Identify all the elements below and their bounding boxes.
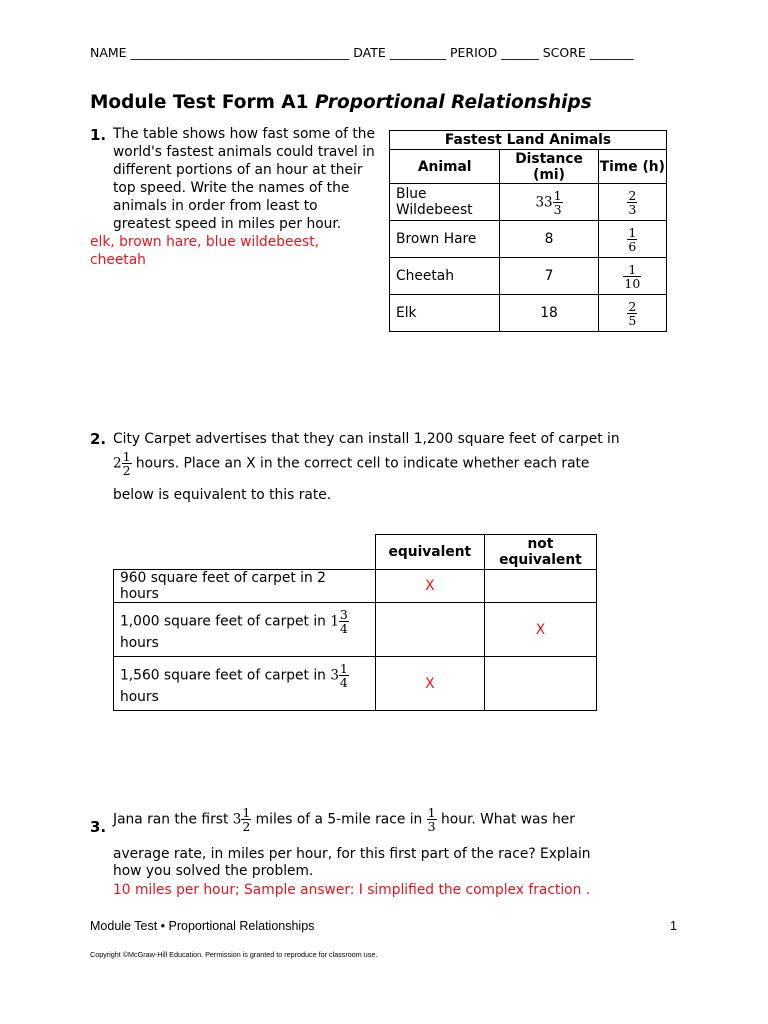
rate-text: 1,000 square feet of carpet in: [120, 613, 331, 630]
question-3-line-2: average rate, in miles per hour, for this first part of the race? Explain: [113, 846, 591, 862]
fraction-numerator: 2: [628, 298, 637, 314]
animal-name: Cheetah: [390, 258, 500, 295]
rate-text-line: [120, 662, 375, 689]
distance-cell: 18: [500, 295, 598, 332]
header-equivalent: equivalent: [375, 535, 484, 570]
q1-line: different portions of an hour at their: [113, 162, 363, 178]
equivalent-cell[interactable]: X: [375, 570, 484, 603]
question-1-text: [113, 125, 388, 233]
fraction-denominator: 3: [427, 819, 436, 834]
fraction-numerator: 2: [628, 187, 637, 203]
q3-text: Jana ran the first: [113, 811, 233, 828]
equivalent-cell[interactable]: X: [375, 657, 484, 711]
time-cell: [598, 184, 666, 221]
question-2-line-1: City Carpet advertises that they can install 1,200 square feet of carpet in: [113, 431, 620, 447]
time-fraction: [627, 300, 637, 327]
rate-text: hours: [120, 635, 159, 651]
table-row: [114, 570, 597, 603]
q3-text: hour. What was her: [436, 811, 575, 828]
not-equivalent-cell[interactable]: [484, 570, 596, 603]
mixed-whole: 2: [113, 455, 122, 472]
page-number: 1: [670, 919, 677, 933]
table-row: [390, 258, 667, 295]
copyright-notice: Copyright ©McGraw-Hill Education. Permission is granted to reproduce for classroom use.: [90, 950, 378, 959]
question-3-line-1: [113, 806, 673, 833]
footer-title: Module Test • Proportional Relationships: [90, 919, 315, 933]
rate-text-line: [120, 608, 375, 635]
fraction-numerator: 1: [242, 805, 251, 820]
mixed-whole: 1: [330, 613, 339, 630]
time-cell: [598, 258, 666, 295]
title-main: Module Test Form A1: [90, 92, 315, 113]
q1-answer-line: cheetah: [90, 252, 146, 268]
student-info-line: NAME ___________________________________ DATE _________ PERIOD ______ SCORE _______: [90, 45, 634, 60]
fraction-numerator: 1: [122, 449, 131, 464]
fraction-denominator: 3: [628, 201, 637, 217]
fraction-numerator: 1: [623, 263, 641, 277]
distance-cell: 8: [500, 221, 598, 258]
header-not-equivalent: not equivalent: [484, 535, 596, 570]
empty-corner: [114, 535, 376, 570]
fraction-numerator: 1: [553, 187, 562, 203]
time-cell: [598, 221, 666, 258]
not-equivalent-cell[interactable]: X: [484, 603, 596, 657]
q1-line: The table shows how fast some of the: [113, 126, 376, 142]
fraction-denominator: 4: [339, 675, 348, 690]
fraction: [427, 806, 437, 833]
fraction-numerator: 1: [628, 224, 637, 240]
table-row: [114, 657, 597, 711]
question-3-line-3: how you solved the problem.: [113, 863, 314, 879]
rate-comparison-table: [113, 534, 597, 711]
distance-cell: [500, 184, 598, 221]
q2-line-2-text: hours. Place an X in the correct cell to indicate whether each rate: [131, 455, 590, 472]
animal-name: Brown Hare: [390, 221, 500, 258]
not-equivalent-cell[interactable]: [484, 657, 596, 711]
fraction-denominator: 2: [242, 819, 251, 834]
q3-text: miles of a 5-mile race in: [251, 811, 427, 828]
rate-text: hours: [120, 586, 159, 602]
question-2-line-3: below is equivalent to this rate.: [113, 487, 332, 503]
rate-text: hours: [120, 689, 159, 705]
question-3-number: 3.: [90, 818, 107, 836]
fraction-denominator: 3: [553, 201, 562, 217]
fraction-denominator: 10: [624, 275, 641, 291]
page-title: [90, 92, 592, 113]
time-fraction: [627, 189, 637, 216]
mixed-whole: 3: [232, 811, 242, 828]
equivalent-cell[interactable]: [375, 603, 484, 657]
header-time: Time (h): [598, 150, 666, 184]
distance-whole: 33: [535, 194, 553, 210]
fraction-denominator: 6: [628, 238, 637, 254]
distance-fraction: [553, 189, 563, 216]
fraction-denominator: 4: [339, 621, 348, 636]
table-row: [114, 603, 597, 657]
question-3-answer: 10 miles per hour; Sample answer: I simplified the complex fraction .: [113, 882, 591, 898]
q1-line: greatest speed in miles per hour.: [113, 216, 342, 232]
fastest-animals-table: [389, 130, 667, 332]
q1-answer-line: elk, brown hare, blue wildebeest,: [90, 234, 320, 250]
rate-description: [114, 570, 376, 603]
question-1-answer: [90, 233, 380, 269]
mixed-whole: 3: [330, 667, 339, 684]
fraction-denominator: 5: [628, 312, 637, 328]
question-2-number: 2.: [90, 430, 107, 448]
mixed-fraction: [339, 662, 349, 689]
fraction-numerator: 3: [339, 607, 348, 622]
animal-name: Elk: [390, 295, 500, 332]
time-fraction: [623, 263, 641, 290]
q1-line: top speed. Write the names of the: [113, 180, 350, 196]
title-topic: Proportional Relationships: [314, 92, 592, 113]
q1-line: world's fastest animals could travel in: [113, 144, 375, 160]
time-fraction: [627, 226, 637, 253]
question-2-line-2: [113, 450, 633, 477]
header-animal: Animal: [390, 150, 500, 184]
rate-description: [114, 657, 376, 711]
fraction-numerator: 1: [339, 661, 348, 676]
fraction-numerator: 1: [427, 805, 436, 820]
animal-name: Blue Wildebeest: [390, 184, 500, 221]
table-row: [390, 295, 667, 332]
mixed-fraction: [122, 450, 132, 477]
rate-text: 1,560 square feet of carpet in: [120, 667, 331, 684]
question-1-number: 1.: [90, 126, 107, 144]
mixed-fraction: [339, 608, 349, 635]
time-cell: [598, 295, 666, 332]
table-row: [390, 184, 667, 221]
mixed-fraction: [241, 806, 251, 833]
distance-cell: 7: [500, 258, 598, 295]
fraction-denominator: 2: [122, 463, 131, 478]
table-caption: Fastest Land Animals: [390, 131, 667, 150]
table-row: [390, 221, 667, 258]
q1-line: animals in order from least to: [113, 198, 318, 214]
header-distance: Distance (mi): [500, 150, 598, 184]
rate-description: [114, 603, 376, 657]
rate-text: 960 square feet of carpet in 2: [120, 570, 326, 586]
